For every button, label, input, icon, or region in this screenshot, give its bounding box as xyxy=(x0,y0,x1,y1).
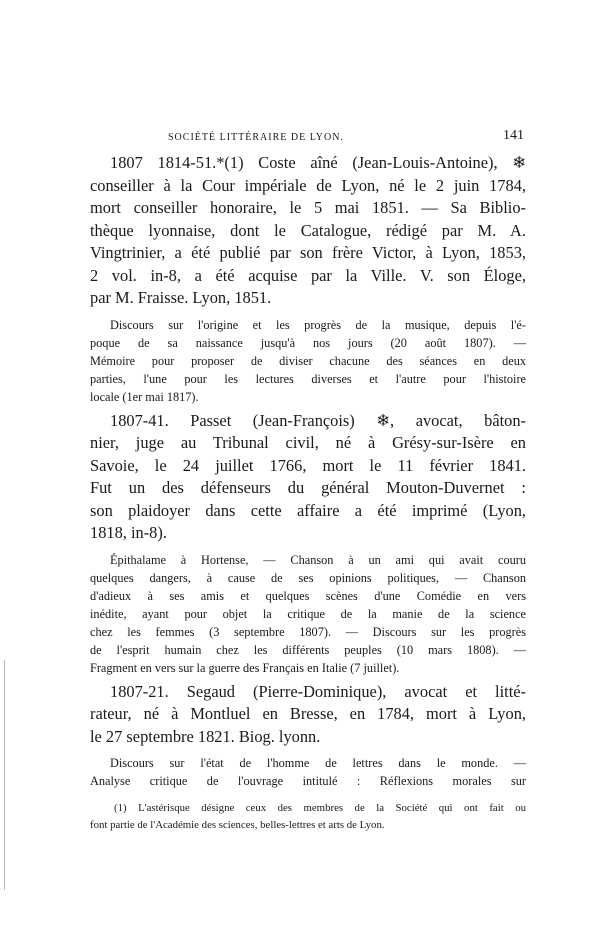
works-line: Analyse critique de l'ouvrage intitulé : Réflexions morales sur xyxy=(90,774,526,788)
entry-line: rateur, né à Montluel en Bresse, en 1784, mort à Lyon, xyxy=(90,704,526,723)
entry-line: 1807-41. Passet (Jean-François) ❄, avocat, bâton- xyxy=(110,410,526,430)
entry-line: son plaidoyer dans cette affaire a été imprimé (Lyon, xyxy=(90,500,526,520)
entry-line: Fut un des défenseurs du général Mouton-Duvernet : xyxy=(90,478,526,497)
works-line: quelques dangers, à cause de ses opinions politiques, — Chanson xyxy=(90,570,526,585)
entry-line: Vingtrinier, a été publié par son frère Victor, à Lyon, 1853, xyxy=(90,243,526,262)
works-line: parties, l'une pour les lectures diverses et l'autre pour l'histoire xyxy=(90,371,526,386)
footnote xyxy=(90,800,526,833)
works-line: de l'esprit humain chez les différents peuples (10 mars 1808). — xyxy=(90,642,526,657)
entry-line: mort conseiller honoraire, le 5 mai 1851. — Sa Biblio- xyxy=(90,198,526,217)
entry-line: par M. Fraisse. Lyon, 1851. xyxy=(90,288,272,307)
entry-line: 1807-21. Segaud (Pierre-Dominique), avocat et litté- xyxy=(110,681,526,701)
entry-line: 2 vol. in-8, a été acquise par la Ville. V. son Éloge, xyxy=(90,265,526,285)
works-line: chez les femmes (3 septembre 1807). — Discours sur les progrès xyxy=(90,624,526,639)
works-line: Mémoire pour proposer de diviser chacune des séances en deux xyxy=(90,353,526,368)
running-head xyxy=(90,128,526,150)
works-line: poque de sa naissance jusqu'à nos jours (20 août 1807). — xyxy=(90,335,526,350)
works-line: Discours sur l'origine et les progrès de la musique, depuis l'é- xyxy=(110,317,526,332)
book-page xyxy=(90,128,526,833)
page-edge-mark xyxy=(4,660,5,890)
entry-line: Savoie, le 24 juillet 1766, mort le 11 février 1841. xyxy=(90,455,526,475)
biographical-entry-passet xyxy=(90,410,526,545)
works-line: Discours sur l'état de l'homme de lettres dans le monde. — xyxy=(110,756,526,770)
works-list-segaud xyxy=(90,754,526,790)
works-line: Épithalame à Hortense, — Chanson à un ami qui avait couru xyxy=(110,552,526,567)
entry-line: nier, juge au Tribunal civil, né à Grésy-sur-Isère en xyxy=(90,433,526,452)
biographical-entry-coste xyxy=(90,152,526,310)
page-number: 141 xyxy=(503,128,524,143)
entry-line: 1818, in-8). xyxy=(90,523,167,542)
works-line: Fragment en vers sur la guerre des Français en Italie (7 juillet). xyxy=(90,660,400,675)
works-list-passet xyxy=(90,551,526,677)
footnote-line: (1) L'astérisque désigne ceux des membres de la Société qui ont fait ou xyxy=(114,802,526,814)
entry-line: thèque lyonnaise, dont le Catalogue, rédigé par M. A. xyxy=(90,220,526,240)
works-line: d'adieux à ses amis et quelques scènes d'une Comédie en vers xyxy=(90,588,526,603)
entry-line: 1807 1814-51.*(1) Coste aîné (Jean-Louis-Antoine), ❄ xyxy=(110,153,526,172)
works-line: locale (1er mai 1817). xyxy=(90,389,199,404)
biographical-entry-segaud xyxy=(90,681,526,749)
entry-line: le 27 septembre 1821. Biog. lyonn. xyxy=(90,726,321,746)
entry-line: conseiller à la Cour impériale de Lyon, né le 2 juin 1784, xyxy=(90,175,526,195)
works-list-coste xyxy=(90,316,526,406)
works-line: inédite, ayant pour objet la critique de la manie de la science xyxy=(90,606,526,621)
footnote-line: font partie de l'Académie des sciences, belles-lettres et arts de Lyon. xyxy=(90,818,385,831)
running-title: SOCIÉTÉ LITTÉRAIRE DE LYON. xyxy=(168,132,344,143)
